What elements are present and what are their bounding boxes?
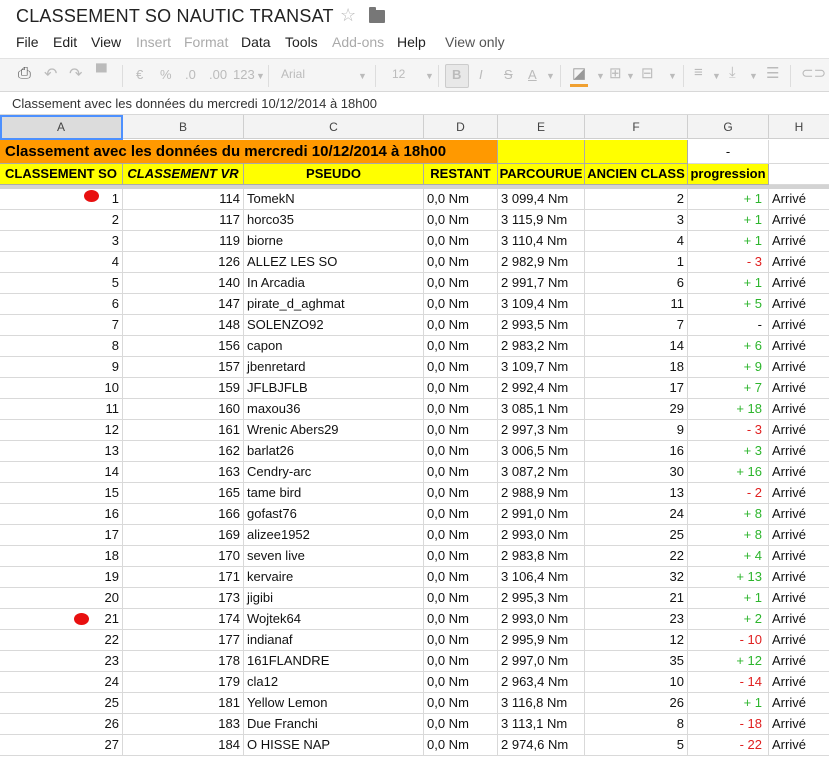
cell-progression[interactable]: + 4 (688, 546, 769, 567)
cell-pseudo[interactable]: JFLBJFLB (244, 378, 424, 399)
cell-classement-vr[interactable]: 161 (123, 420, 244, 441)
cell-pseudo[interactable]: Due Franchi (244, 714, 424, 735)
cell-restant[interactable]: 0,0 Nm (424, 336, 498, 357)
chevron-down-icon: ▼ (668, 71, 677, 81)
cell-classement-vr[interactable]: 165 (123, 483, 244, 504)
cell-status[interactable]: Arrivé (769, 441, 829, 462)
cell-pseudo[interactable]: kervaire (244, 567, 424, 588)
cell-ancien-class[interactable]: 14 (585, 336, 688, 357)
cell-classement-so[interactable]: 23 (0, 651, 123, 672)
cell-status[interactable]: Arrivé (769, 567, 829, 588)
cell-progression[interactable]: - 18 (688, 714, 769, 735)
cell-classement-vr[interactable]: 179 (123, 672, 244, 693)
cell-classement-so[interactable]: 20 (0, 588, 123, 609)
menu-edit[interactable]: Edit (53, 34, 78, 50)
cell-status[interactable]: Arrivé (769, 546, 829, 567)
cell-restant[interactable]: 0,0 Nm (424, 609, 498, 630)
cell-progression[interactable]: + 12 (688, 651, 769, 672)
cell-classement-vr[interactable]: 126 (123, 252, 244, 273)
cell-progression[interactable]: + 2 (688, 609, 769, 630)
font-family-select: Arial (281, 67, 306, 81)
cell-ancien-class[interactable]: 3 (585, 210, 688, 231)
cell-parcourue[interactable]: 2 991,7 Nm (498, 273, 585, 294)
cell-progression[interactable]: - 14 (688, 672, 769, 693)
cell-status[interactable]: Arrivé (769, 420, 829, 441)
menu-addons: Add-ons (332, 34, 385, 50)
cell-progression[interactable]: + 7 (688, 378, 769, 399)
cell-pseudo[interactable]: TomekN (244, 189, 424, 210)
header-pseudo[interactable]: PSEUDO (244, 164, 424, 185)
chevron-down-icon: ▼ (358, 71, 367, 81)
document-title[interactable]: CLASSEMENT SO NAUTIC TRANSAT (16, 6, 334, 26)
cell-restant[interactable]: 0,0 Nm (424, 651, 498, 672)
cell-pseudo[interactable]: O HISSE NAP (244, 735, 424, 756)
cell-pseudo[interactable]: Wrenic Abers29 (244, 420, 424, 441)
cell-restant[interactable]: 0,0 Nm (424, 630, 498, 651)
cell-classement-so[interactable]: 19 (0, 567, 123, 588)
cell-classement-vr[interactable]: 147 (123, 294, 244, 315)
borders-icon: ⊞ (609, 65, 622, 82)
cell-ancien-class[interactable]: 16 (585, 441, 688, 462)
link-icon: ⊂⊃ (801, 65, 827, 82)
cell-status[interactable]: Arrivé (769, 609, 829, 630)
header-ancien-class[interactable]: ANCIEN CLASS (585, 164, 688, 185)
cell-restant[interactable]: 0,0 Nm (424, 210, 498, 231)
chevron-down-icon: ▼ (749, 71, 758, 81)
cell-parcourue[interactable]: 2 982,9 Nm (498, 252, 585, 273)
cell-f1[interactable] (585, 140, 688, 164)
cell-ancien-class[interactable]: 17 (585, 378, 688, 399)
cell-pseudo[interactable]: jbenretard (244, 357, 424, 378)
cell-restant[interactable]: 0,0 Nm (424, 546, 498, 567)
cell-restant[interactable]: 0,0 Nm (424, 420, 498, 441)
font-size-select: 12 (392, 67, 406, 81)
cell-status[interactable]: Arrivé (769, 315, 829, 336)
cell-classement-so[interactable]: 15 (0, 483, 123, 504)
vertical-align-icon: ⤓ (729, 64, 736, 81)
align-left-icon: ≡ (694, 64, 703, 81)
cell-ancien-class[interactable]: 1 (585, 252, 688, 273)
cell-pseudo[interactable]: capon (244, 336, 424, 357)
cell-progression[interactable]: + 8 (688, 504, 769, 525)
cell-pseudo[interactable]: Cendry-arc (244, 462, 424, 483)
cell-classement-vr[interactable]: 166 (123, 504, 244, 525)
cell-classement-vr[interactable]: 170 (123, 546, 244, 567)
cell-parcourue[interactable]: 2 991,0 Nm (498, 504, 585, 525)
cell-h1[interactable] (769, 140, 829, 164)
cell-status[interactable]: Arrivé (769, 588, 829, 609)
cell-classement-so[interactable]: 17 (0, 525, 123, 546)
cell-classement-vr[interactable]: 163 (123, 462, 244, 483)
cell-classement-so[interactable]: 2 (0, 210, 123, 231)
cell-progression[interactable]: + 6 (688, 336, 769, 357)
header-classement-so[interactable]: CLASSEMENT SO (0, 164, 123, 185)
cell-ancien-class[interactable]: 18 (585, 357, 688, 378)
cell-classement-so[interactable]: 10 (0, 378, 123, 399)
cell-classement-so[interactable]: 12 (0, 420, 123, 441)
cell-ancien-class[interactable]: 7 (585, 315, 688, 336)
column-header-b[interactable]: B (123, 115, 244, 139)
cell-parcourue[interactable]: 3 106,4 Nm (498, 567, 585, 588)
cell-parcourue[interactable]: 3 109,7 Nm (498, 357, 585, 378)
cell-classement-so[interactable]: 21 (0, 609, 123, 630)
cell-pseudo[interactable]: SOLENZO92 (244, 315, 424, 336)
chevron-down-icon: ▼ (546, 71, 555, 81)
cell-classement-so[interactable]: 24 (0, 672, 123, 693)
cell-classement-vr[interactable]: 140 (123, 273, 244, 294)
cell-classement-so[interactable]: 1 (0, 189, 123, 210)
cell-classement-so[interactable]: 14 (0, 462, 123, 483)
cell-ancien-class[interactable]: 35 (585, 651, 688, 672)
bold-button: B (452, 67, 462, 82)
cell-g1[interactable]: - (688, 140, 769, 164)
cell-ancien-class[interactable]: 24 (585, 504, 688, 525)
menu-bar (0, 32, 829, 54)
paint-format-icon: ▀ (96, 64, 107, 81)
cell-restant[interactable]: 0,0 Nm (424, 399, 498, 420)
cell-restant[interactable]: 0,0 Nm (424, 735, 498, 756)
header-progression[interactable]: progression (688, 164, 769, 185)
column-header-h[interactable]: H (769, 115, 829, 139)
cell-e1[interactable] (498, 140, 585, 164)
cell-progression[interactable]: - 22 (688, 735, 769, 756)
cell-parcourue[interactable]: 2 995,9 Nm (498, 630, 585, 651)
cell-parcourue[interactable]: 3 099,4 Nm (498, 189, 585, 210)
cell-progression[interactable]: + 5 (688, 294, 769, 315)
cell-status[interactable]: Arrivé (769, 672, 829, 693)
cell-status[interactable]: Arrivé (769, 399, 829, 420)
cell-restant[interactable]: 0,0 Nm (424, 294, 498, 315)
cell-classement-vr[interactable]: 156 (123, 336, 244, 357)
menu-help[interactable]: Help (397, 34, 426, 50)
fill-color-icon: ◪ (572, 65, 587, 82)
cell-restant[interactable]: 0,0 Nm (424, 714, 498, 735)
cell-restant[interactable]: 0,0 Nm (424, 441, 498, 462)
cell-progression[interactable]: - 10 (688, 630, 769, 651)
cell-parcourue[interactable]: 3 113,1 Nm (498, 714, 585, 735)
cell-progression[interactable]: + 1 (688, 189, 769, 210)
cell-status[interactable]: Arrivé (769, 273, 829, 294)
column-header-c[interactable]: C (244, 115, 424, 139)
cell-classement-vr[interactable]: 157 (123, 357, 244, 378)
percent-icon: % (160, 67, 172, 82)
formula-bar[interactable] (0, 93, 829, 115)
cell-parcourue[interactable]: 3 006,5 Nm (498, 441, 585, 462)
cell-ancien-class[interactable]: 21 (585, 588, 688, 609)
column-header-a[interactable]: A (0, 115, 123, 139)
text-color-button: A (528, 67, 537, 82)
cell-progression[interactable]: + 13 (688, 567, 769, 588)
cell-restant[interactable]: 0,0 Nm (424, 672, 498, 693)
cell-restant[interactable]: 0,0 Nm (424, 693, 498, 714)
cell-pseudo[interactable]: Wojtek64 (244, 609, 424, 630)
fill-color-swatch (570, 84, 588, 87)
cell-ancien-class[interactable]: 12 (585, 630, 688, 651)
cell-classement-so[interactable]: 18 (0, 546, 123, 567)
cell-parcourue[interactable]: 2 993,0 Nm (498, 525, 585, 546)
redo-icon: ↷ (69, 66, 83, 83)
cell-ancien-class[interactable]: 2 (585, 189, 688, 210)
cell-ancien-class[interactable]: 4 (585, 231, 688, 252)
cell-pseudo[interactable]: seven live (244, 546, 424, 567)
toolbar (0, 58, 829, 92)
cell-classement-so[interactable]: 6 (0, 294, 123, 315)
cell-classement-so[interactable]: 9 (0, 357, 123, 378)
cell-classement-vr[interactable]: 148 (123, 315, 244, 336)
cell-progression[interactable]: + 16 (688, 462, 769, 483)
cell-ancien-class[interactable]: 5 (585, 735, 688, 756)
cell-classement-so[interactable]: 3 (0, 231, 123, 252)
cell-classement-so[interactable]: 25 (0, 693, 123, 714)
title-banner-cell[interactable]: Classement avec les données du mercredi 10/12/2014 à 18h00 (0, 140, 498, 164)
cell-status[interactable]: Arrivé (769, 483, 829, 504)
cell-classement-so[interactable]: 11 (0, 399, 123, 420)
cell-classement-vr[interactable]: 114 (123, 189, 244, 210)
cell-status[interactable]: Arrivé (769, 714, 829, 735)
header-restant[interactable]: RESTANT (424, 164, 498, 185)
cell-parcourue[interactable]: 2 974,6 Nm (498, 735, 585, 756)
cell-classement-vr[interactable]: 171 (123, 567, 244, 588)
cell-ancien-class[interactable]: 10 (585, 672, 688, 693)
print-icon[interactable]: ⎙ (18, 65, 31, 82)
cell-ancien-class[interactable]: 6 (585, 273, 688, 294)
cell-status[interactable]: Arrivé (769, 336, 829, 357)
cell-parcourue[interactable]: 2 992,4 Nm (498, 378, 585, 399)
merge-cells-icon: ⊟ (641, 65, 654, 82)
text-wrap-icon: ☰ (766, 65, 780, 82)
column-header-e[interactable]: E (498, 115, 585, 139)
menu-format: Format (184, 34, 229, 50)
cell-parcourue[interactable]: 3 116,8 Nm (498, 693, 585, 714)
cell-status[interactable]: Arrivé (769, 189, 829, 210)
cell-h2[interactable] (769, 164, 829, 185)
chevron-down-icon: ▼ (256, 71, 265, 81)
cell-status[interactable]: Arrivé (769, 252, 829, 273)
cell-progression[interactable]: + 1 (688, 273, 769, 294)
cell-parcourue[interactable]: 2 997,3 Nm (498, 420, 585, 441)
cell-ancien-class[interactable]: 32 (585, 567, 688, 588)
cell-status[interactable]: Arrivé (769, 504, 829, 525)
cell-ancien-class[interactable]: 22 (585, 546, 688, 567)
cell-classement-vr[interactable]: 169 (123, 525, 244, 546)
formula-content: Classement avec les données du mercredi 10/12/2014 à 18h00 (12, 96, 377, 111)
cell-ancien-class[interactable]: 8 (585, 714, 688, 735)
cell-parcourue[interactable]: 2 993,0 Nm (498, 609, 585, 630)
cell-classement-so[interactable]: 22 (0, 630, 123, 651)
cell-ancien-class[interactable]: 11 (585, 294, 688, 315)
cell-progression[interactable]: + 1 (688, 693, 769, 714)
column-header-d[interactable]: D (424, 115, 498, 139)
header-classement-vr[interactable]: CLASSEMENT VR (123, 164, 244, 185)
cell-restant[interactable]: 0,0 Nm (424, 252, 498, 273)
cell-restant[interactable]: 0,0 Nm (424, 567, 498, 588)
cell-classement-so[interactable]: 5 (0, 273, 123, 294)
cell-pseudo[interactable]: biorne (244, 231, 424, 252)
cell-restant[interactable]: 0,0 Nm (424, 231, 498, 252)
column-header-f[interactable]: F (585, 115, 688, 139)
cell-pseudo[interactable]: jigibi (244, 588, 424, 609)
cell-progression[interactable]: + 1 (688, 588, 769, 609)
cell-ancien-class[interactable]: 30 (585, 462, 688, 483)
cell-parcourue[interactable]: 3 087,2 Nm (498, 462, 585, 483)
cell-parcourue[interactable]: 2 963,4 Nm (498, 672, 585, 693)
cell-classement-vr[interactable]: 160 (123, 399, 244, 420)
undo-icon: ↶ (44, 66, 58, 83)
cell-status[interactable]: Arrivé (769, 525, 829, 546)
cell-progression[interactable]: - 2 (688, 483, 769, 504)
cell-classement-vr[interactable]: 183 (123, 714, 244, 735)
cell-status[interactable]: Arrivé (769, 735, 829, 756)
cell-ancien-class[interactable]: 29 (585, 399, 688, 420)
strikethrough-button: S (504, 67, 513, 82)
cell-ancien-class[interactable]: 26 (585, 693, 688, 714)
cell-progression[interactable]: + 8 (688, 525, 769, 546)
cell-progression[interactable]: - 3 (688, 420, 769, 441)
cell-classement-vr[interactable]: 174 (123, 609, 244, 630)
cell-parcourue[interactable]: 2 988,9 Nm (498, 483, 585, 504)
cell-parcourue[interactable]: 2 997,0 Nm (498, 651, 585, 672)
cell-classement-vr[interactable]: 117 (123, 210, 244, 231)
cell-classement-vr[interactable]: 119 (123, 231, 244, 252)
cell-classement-so[interactable]: 26 (0, 714, 123, 735)
cell-parcourue[interactable]: 2 983,2 Nm (498, 336, 585, 357)
chevron-down-icon: ▼ (712, 71, 721, 81)
cell-pseudo[interactable]: 161FLANDRE (244, 651, 424, 672)
cell-restant[interactable]: 0,0 Nm (424, 315, 498, 336)
chevron-down-icon: ▼ (596, 71, 605, 81)
cell-pseudo[interactable]: horco35 (244, 210, 424, 231)
cell-parcourue[interactable]: 2 983,8 Nm (498, 546, 585, 567)
cell-progression[interactable]: + 1 (688, 231, 769, 252)
cell-classement-vr[interactable]: 159 (123, 378, 244, 399)
cell-restant[interactable]: 0,0 Nm (424, 378, 498, 399)
menu-view[interactable]: View (91, 34, 122, 50)
cell-ancien-class[interactable]: 9 (585, 420, 688, 441)
red-marker-icon (74, 613, 89, 625)
menu-tools[interactable]: Tools (285, 34, 318, 50)
cell-progression[interactable]: + 3 (688, 441, 769, 462)
cell-pseudo[interactable]: pirate_d_aghmat (244, 294, 424, 315)
cell-parcourue[interactable]: 3 110,4 Nm (498, 231, 585, 252)
cell-pseudo[interactable]: indianaf (244, 630, 424, 651)
cell-classement-so[interactable]: 27 (0, 735, 123, 756)
cell-ancien-class[interactable]: 13 (585, 483, 688, 504)
cell-ancien-class[interactable]: 23 (585, 609, 688, 630)
menu-file[interactable]: File (16, 34, 39, 50)
cell-progression[interactable]: + 9 (688, 357, 769, 378)
cell-pseudo[interactable]: tame bird (244, 483, 424, 504)
cell-parcourue[interactable]: 2 995,3 Nm (498, 588, 585, 609)
cell-restant[interactable]: 0,0 Nm (424, 462, 498, 483)
cell-parcourue[interactable]: 2 993,5 Nm (498, 315, 585, 336)
cell-classement-vr[interactable]: 177 (123, 630, 244, 651)
cell-classement-vr[interactable]: 162 (123, 441, 244, 462)
chevron-down-icon: ▼ (626, 71, 635, 81)
cell-status[interactable]: Arrivé (769, 210, 829, 231)
cell-pseudo[interactable]: maxou36 (244, 399, 424, 420)
cell-classement-so[interactable]: 16 (0, 504, 123, 525)
cell-progression[interactable]: - (688, 315, 769, 336)
cell-progression[interactable]: + 18 (688, 399, 769, 420)
cell-status[interactable]: Arrivé (769, 378, 829, 399)
cell-pseudo[interactable]: In Arcadia (244, 273, 424, 294)
italic-button: I (479, 67, 483, 82)
cell-parcourue[interactable]: 3 115,9 Nm (498, 210, 585, 231)
cell-status[interactable]: Arrivé (769, 651, 829, 672)
cell-restant[interactable]: 0,0 Nm (424, 273, 498, 294)
menu-insert: Insert (136, 34, 172, 50)
decrease-decimal-icon: .0 (185, 67, 196, 82)
cell-parcourue[interactable]: 3 109,4 Nm (498, 294, 585, 315)
cell-status[interactable]: Arrivé (769, 357, 829, 378)
currency-icon: € (136, 67, 144, 82)
folder-icon[interactable] (369, 10, 385, 23)
header-parcourue[interactable]: PARCOURUE (498, 164, 585, 185)
cell-status[interactable]: Arrivé (769, 693, 829, 714)
cell-progression[interactable]: + 1 (688, 210, 769, 231)
cell-restant[interactable]: 0,0 Nm (424, 483, 498, 504)
chevron-down-icon: ▼ (425, 71, 434, 81)
more-formats-button: 123 (233, 67, 255, 82)
cell-restant[interactable]: 0,0 Nm (424, 525, 498, 546)
cell-classement-so[interactable]: 13 (0, 441, 123, 462)
cell-classement-vr[interactable]: 173 (123, 588, 244, 609)
cell-classement-vr[interactable]: 181 (123, 693, 244, 714)
red-marker-icon (84, 190, 99, 202)
cell-status[interactable]: Arrivé (769, 231, 829, 252)
column-header-g[interactable]: G (688, 115, 769, 139)
cell-restant[interactable]: 0,0 Nm (424, 189, 498, 210)
cell-pseudo[interactable]: ALLEZ LES SO (244, 252, 424, 273)
cell-restant[interactable]: 0,0 Nm (424, 504, 498, 525)
cell-classement-vr[interactable]: 184 (123, 735, 244, 756)
cell-classement-so[interactable]: 4 (0, 252, 123, 273)
menu-data[interactable]: Data (241, 34, 271, 50)
cell-progression[interactable]: - 3 (688, 252, 769, 273)
cell-status[interactable]: Arrivé (769, 294, 829, 315)
cell-restant[interactable]: 0,0 Nm (424, 357, 498, 378)
cell-ancien-class[interactable]: 25 (585, 525, 688, 546)
cell-restant[interactable]: 0,0 Nm (424, 588, 498, 609)
cell-pseudo[interactable]: alizee1952 (244, 525, 424, 546)
cell-status[interactable]: Arrivé (769, 630, 829, 651)
cell-pseudo[interactable]: Yellow Lemon (244, 693, 424, 714)
cell-parcourue[interactable]: 3 085,1 Nm (498, 399, 585, 420)
cell-pseudo[interactable]: gofast76 (244, 504, 424, 525)
cell-classement-so[interactable]: 8 (0, 336, 123, 357)
cell-classement-so[interactable]: 7 (0, 315, 123, 336)
view-only-label[interactable]: View only (445, 34, 505, 50)
cell-pseudo[interactable]: cla12 (244, 672, 424, 693)
title-bar (0, 0, 829, 32)
cell-status[interactable]: Arrivé (769, 462, 829, 483)
cell-classement-vr[interactable]: 178 (123, 651, 244, 672)
increase-decimal-icon: .00 (209, 67, 228, 82)
star-icon[interactable]: ☆ (340, 5, 357, 25)
cell-pseudo[interactable]: barlat26 (244, 441, 424, 462)
